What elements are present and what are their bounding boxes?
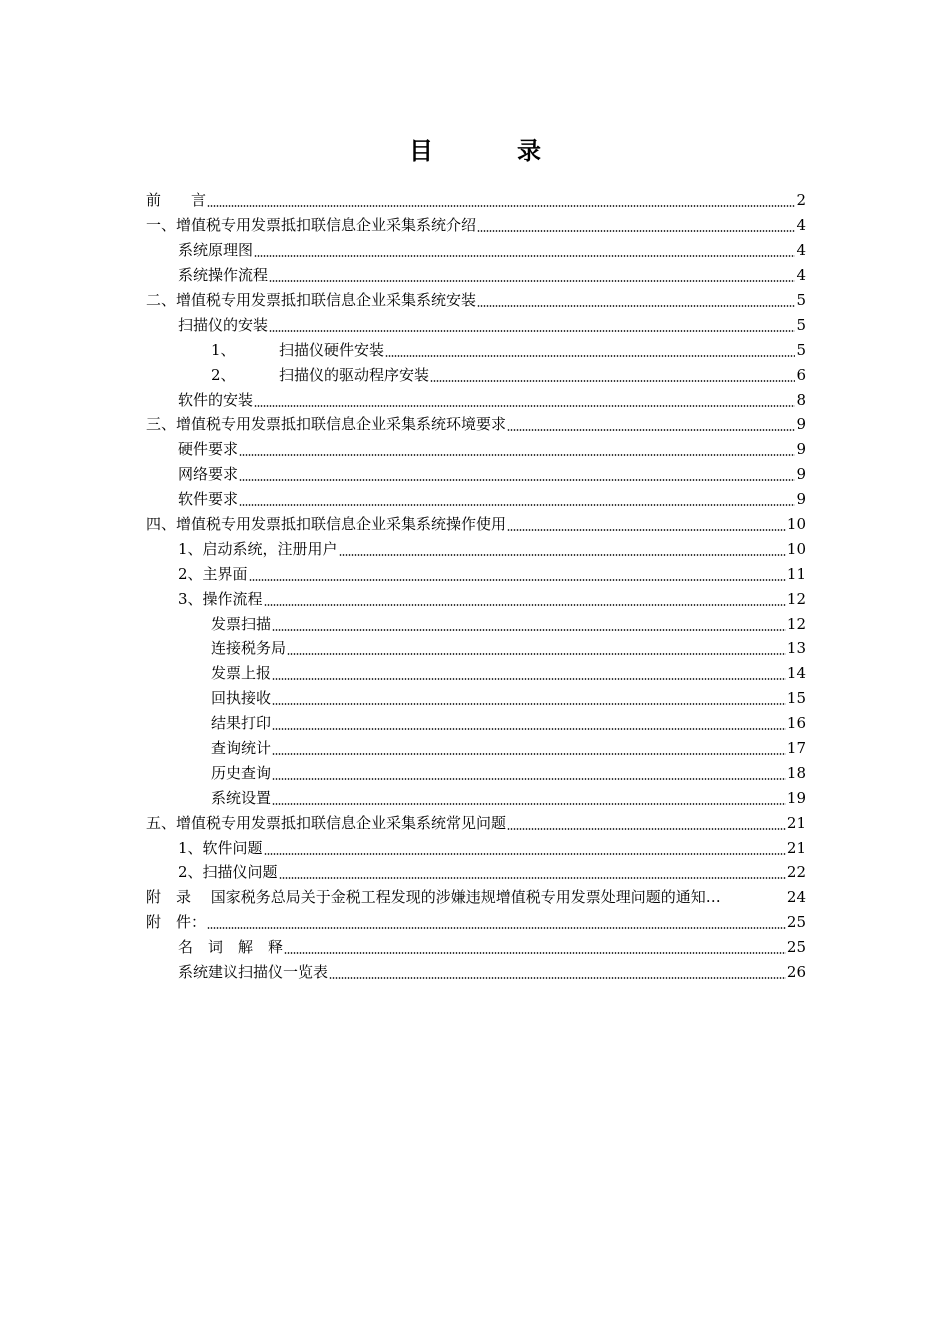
toc-entry-text: 四、增值税专用发票抵扣联信息企业采集系统操作使用 — [146, 515, 507, 534]
toc-entry-text: 2、主界面 — [178, 564, 248, 583]
toc-entry[interactable] — [146, 312, 806, 337]
toc-dot-leader — [239, 479, 795, 481]
toc-dot-leader — [279, 877, 786, 879]
toc-title: 目 录 — [409, 136, 571, 165]
toc-entry-text: 软件的安装 — [178, 390, 254, 409]
toc-page-number: 10 — [786, 539, 806, 558]
toc-page-number: 9 — [796, 490, 806, 509]
toc-dot-leader — [284, 952, 786, 954]
toc-entry[interactable] — [146, 586, 806, 611]
toc-dot-leader — [249, 579, 786, 581]
toc-page-number: 11 — [786, 564, 806, 583]
toc-dot-leader — [207, 205, 795, 207]
toc-entry[interactable] — [146, 661, 806, 686]
toc-page-number: 13 — [786, 639, 806, 658]
toc-dot-leader — [272, 678, 786, 680]
toc-dot-leader — [339, 554, 786, 556]
toc-page-number: 9 — [796, 465, 806, 484]
toc-entry[interactable] — [146, 512, 806, 537]
toc-list — [146, 188, 806, 985]
toc-entry-text: 系统原理图 — [178, 241, 254, 260]
toc-entry[interactable] — [146, 686, 806, 711]
toc-entry[interactable] — [146, 736, 806, 761]
toc-entry-text: 名 词 解 释 — [178, 938, 284, 957]
toc-entry[interactable] — [146, 760, 806, 785]
toc-dot-leader — [254, 405, 795, 407]
toc-entry-text: 发票扫描 — [211, 614, 272, 633]
toc-dot-leader — [272, 803, 786, 805]
toc-entry-text: 二、增值税专用发票抵扣联信息企业采集系统安装 — [146, 291, 477, 309]
toc-page-number: 8 — [796, 390, 806, 409]
toc-dot-leader — [507, 429, 795, 431]
toc-page-number: 24 — [786, 888, 806, 907]
toc-dot-leader — [477, 305, 795, 307]
toc-entry[interactable] — [146, 387, 806, 412]
toc-dot-leader — [272, 728, 786, 730]
toc-entry-text: 系统建议扫描仪一览表 — [178, 963, 329, 982]
toc-page-number: 5 — [796, 291, 806, 309]
toc-entry-text: 五、增值税专用发票抵扣联信息企业采集系统常见问题 — [146, 813, 507, 832]
toc-dot-leader — [269, 330, 795, 332]
toc-page-number: 10 — [786, 515, 806, 534]
toc-dot-leader — [254, 255, 795, 257]
toc-page-number: 25 — [786, 938, 806, 957]
toc-entry[interactable] — [146, 910, 806, 935]
toc-entry-label: 扫描仪的驱动程序安装 — [279, 365, 430, 384]
toc-entry[interactable] — [146, 561, 806, 586]
toc-entry-text: 3、操作流程 — [178, 589, 263, 608]
toc-page-number: 5 — [796, 340, 806, 359]
toc-entry-text: 网络要求 — [178, 465, 239, 484]
toc-entry-text: 连接税务局 — [211, 639, 287, 658]
toc-entry-text — [211, 340, 384, 360]
toc-entry[interactable] — [146, 462, 806, 487]
toc-entry[interactable] — [146, 810, 806, 835]
toc-entry-text: 历史查询 — [211, 763, 272, 782]
toc-entry-text: 附 件： — [146, 913, 207, 932]
toc-entry-text: 三、增值税专用发票抵扣联信息企业采集系统环境要求 — [146, 415, 507, 434]
toc-page-number: 16 — [786, 714, 806, 733]
toc-entry[interactable] — [146, 213, 806, 238]
toc-entry-label: 扫描仪硬件安装 — [279, 340, 385, 359]
toc-dot-leader — [239, 454, 795, 456]
toc-page-number: 4 — [796, 266, 806, 285]
toc-entry-text: 系统设置 — [211, 788, 272, 807]
toc-entry[interactable] — [146, 188, 806, 213]
toc-page-number: 26 — [786, 963, 806, 982]
toc-entry-text: 一、增值税专用发票抵扣联信息企业采集系统介绍 — [146, 216, 477, 235]
toc-dot-leader — [272, 753, 786, 755]
toc-entry[interactable] — [146, 412, 806, 437]
toc-entry-text: 附 录 国家税务总局关于金税工程发现的涉嫌违规增值税专用发票处理问题的通知… — [146, 888, 721, 907]
toc-dot-leader — [385, 355, 795, 357]
toc-entry[interactable] — [146, 263, 806, 288]
toc-entry[interactable] — [146, 337, 806, 362]
toc-entry-text: 2、扫描仪问题 — [178, 863, 278, 882]
toc-entry-text: 发票上报 — [211, 664, 272, 683]
toc-entry-text: 结果打印 — [211, 714, 272, 733]
toc-entry[interactable] — [146, 935, 806, 960]
toc-entry-text: 1、启动系统，注册用户 — [178, 539, 338, 558]
toc-page-number: 19 — [786, 788, 806, 807]
toc-dot-leader — [430, 380, 795, 382]
toc-page-number: 21 — [786, 838, 806, 857]
toc-page-number: 22 — [786, 863, 806, 882]
toc-entry[interactable] — [146, 785, 806, 810]
toc-page-number: 2 — [796, 191, 806, 210]
toc-entry-text: 软件要求 — [178, 490, 239, 509]
toc-dot-leader — [477, 230, 795, 232]
toc-entry[interactable] — [146, 238, 806, 263]
toc-page-number: 15 — [786, 689, 806, 708]
toc-entry[interactable] — [146, 362, 806, 387]
toc-page-number: 12 — [786, 614, 806, 633]
toc-entry-text: 回执接收 — [211, 689, 272, 708]
toc-page-number: 18 — [786, 763, 806, 782]
toc-dot-leader — [287, 653, 786, 655]
toc-page-number: 4 — [796, 216, 806, 235]
toc-dot-leader — [507, 529, 786, 531]
toc-page-number: 25 — [786, 913, 806, 932]
toc-dot-leader — [264, 604, 786, 606]
toc-dot-leader — [329, 977, 786, 979]
toc-entry[interactable] — [146, 835, 806, 860]
toc-page-number: 5 — [796, 315, 806, 334]
toc-entry[interactable] — [146, 437, 806, 462]
toc-page-number: 9 — [796, 415, 806, 434]
toc-entry[interactable] — [146, 885, 806, 910]
toc-page-number: 9 — [796, 440, 806, 459]
toc-entry[interactable] — [146, 960, 806, 985]
toc-entry[interactable] — [146, 487, 806, 512]
toc-page-number: 14 — [786, 664, 806, 683]
toc-entry[interactable] — [146, 636, 806, 661]
toc-dot-leader — [272, 778, 786, 780]
toc-entry-text: 扫描仪的安装 — [178, 315, 269, 334]
toc-entry[interactable] — [146, 860, 806, 885]
toc-entry-text: 硬件要求 — [178, 440, 239, 459]
toc-entry[interactable] — [146, 288, 806, 313]
toc-entry-number: 2、 — [211, 365, 236, 384]
toc-entry[interactable] — [146, 611, 806, 636]
toc-entry-text: 1、软件问题 — [178, 838, 263, 857]
toc-entry[interactable] — [146, 711, 806, 736]
toc-dot-leader — [269, 280, 795, 282]
toc-entry-text: 查询统计 — [211, 739, 272, 758]
toc-entry[interactable] — [146, 536, 806, 561]
toc-page-number: 6 — [796, 365, 806, 384]
toc-dot-leader — [239, 504, 795, 506]
toc-dot-leader — [207, 927, 786, 929]
toc-page-number: 12 — [786, 589, 806, 608]
toc-entry-text: 系统操作流程 — [178, 266, 269, 285]
toc-dot-leader — [507, 828, 786, 830]
toc-dot-leader — [272, 703, 786, 705]
toc-dot-leader — [264, 853, 786, 855]
toc-page-number: 4 — [796, 241, 806, 260]
toc-page-number: 17 — [786, 739, 806, 758]
toc-entry-text — [211, 365, 429, 385]
toc-entry-number: 1、 — [211, 340, 236, 359]
toc-page-number: 21 — [786, 813, 806, 832]
toc-entry-text: 前 言 — [146, 191, 207, 210]
toc-dot-leader — [272, 629, 786, 631]
